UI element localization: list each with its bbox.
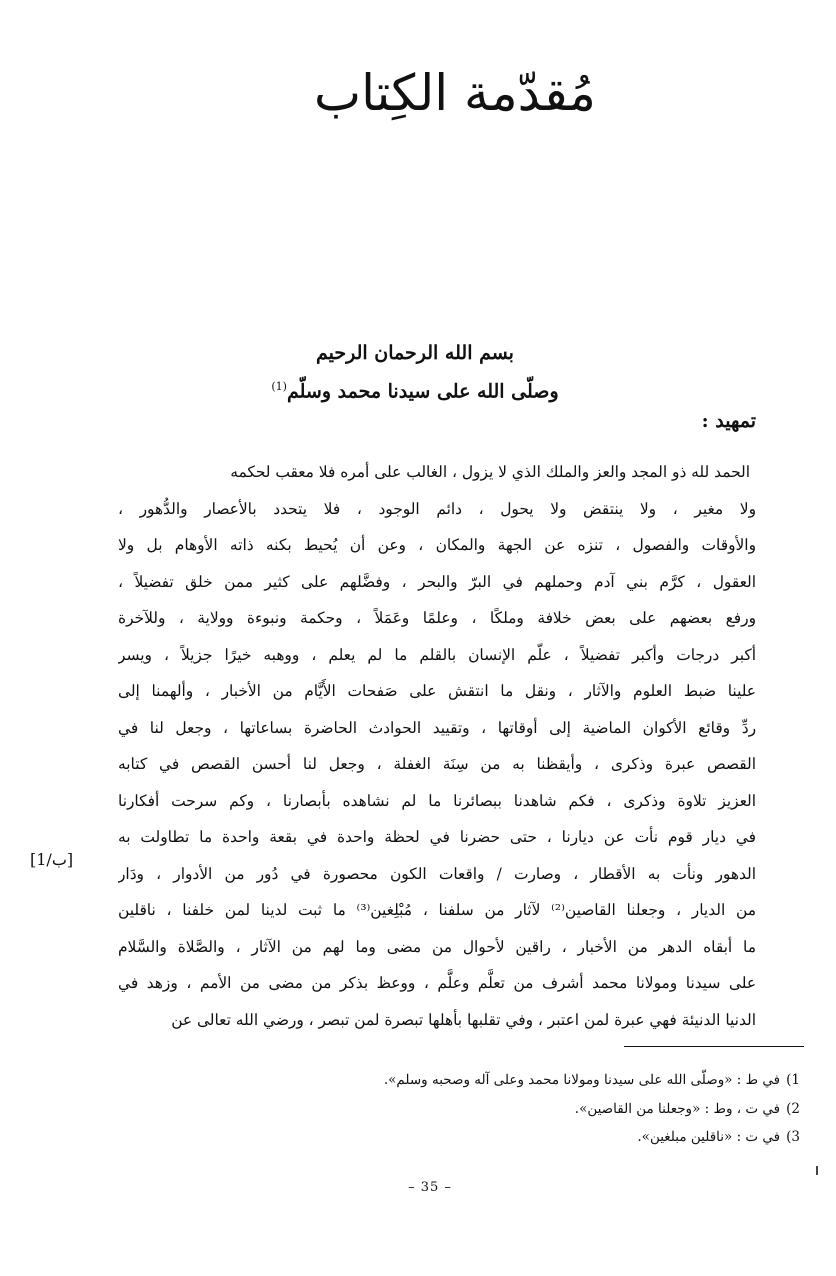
footnote-text: في ت ، وط : «وجعلنا من القاصين». xyxy=(574,1100,781,1117)
salutation-line xyxy=(200,370,630,408)
footnote-number: 1) xyxy=(786,1072,800,1088)
chapter-title: مُقدّمة الكِتاب xyxy=(314,64,596,122)
footnotes xyxy=(300,1066,800,1152)
footnote-divider xyxy=(624,1046,804,1047)
text-line: أكبر درجات وأكبر تفضيلاً ، علّم الإنسان بالقلم ما لم يعلم ، ووهبه خيرًا جزيلاً ، ويسر xyxy=(118,645,756,664)
text-line: على سيدنا ومولانا محمد أشرف من تعلَّم وعلَّم ، ووعظ بذكر من مضى من الأمم ، وزهد في xyxy=(118,974,756,992)
text-line: من الديار ، وجعلنا القاصين⁽²⁾ لآثار من سلفنا ، مُبْلِغين⁽³⁾ ما ثبت لدينا لمن خلفنا ، ناقلين xyxy=(118,901,756,919)
text-line: العقول ، كرَّم بني آدم وحملهم في البرّ والبحر ، وفضَّلهم على كثير ممن خلق تفضيلاً ، xyxy=(118,572,756,591)
footnote-item xyxy=(300,1095,800,1124)
text-line: ردِّ وقائع الأكوان الماضية إلى أوقاتها ، وتقييد الحوادث الحاضرة بساعاتها ، وجعل لنا في xyxy=(118,718,756,737)
text-line: العزيز تلاوة وذكرى ، فكم شاهدنا ببصائرنا ما لم نشاهده بأبصارنا ، وكم سرحت أفكارنا xyxy=(118,791,756,810)
body-paragraph xyxy=(118,454,756,1038)
footnote-marker: (1) xyxy=(271,380,287,393)
manuscript-folio-reference: [1/ب] xyxy=(30,850,74,869)
salutation-text: وصلّى الله على سيدنا محمد وسلّم xyxy=(286,380,559,403)
text-line: الدهور ونأت به الأقطار ، وصارت / واقعات الكون محصورة في دُور من الأدوار ، ودَار xyxy=(118,864,756,883)
footnote-number: 3) xyxy=(786,1129,800,1145)
page-number: – 35 – xyxy=(408,1180,452,1195)
footnote-text: في ت : «ناقلين مبلغين». xyxy=(637,1129,781,1145)
footnote-item xyxy=(300,1123,800,1152)
footnote-text: في ط : «وصلّى الله على سيدنا ومولانا محمد وعلى آله وصحبه وسلم». xyxy=(383,1072,781,1088)
text-line: ورفع بعضهم على بعض خلافة وملكًا ، وعلمًا وعَمَلاً ، وحكمة ونبوءة وولاية ، وللآخرة xyxy=(118,609,756,627)
text-line: علينا ضبط العلوم والآثار ، ونقل ما انتقش على صَفحات الأَيَّام من الأخبار ، وألهمنا إلى xyxy=(118,682,756,700)
scan-mark xyxy=(816,1166,818,1175)
text-line: ما أبقاه الدهر من الأخبار ، راقين لأحوال من مضى وما لهم من الآثار ، والصَّلاة والسَّلام xyxy=(118,937,756,956)
basmala-line: بسم الله الرحمان الرحيم xyxy=(316,342,514,364)
text-line: في ديار قوم نأت عن ديارنا ، حتى حضرنا في لحظة واحدة في بقعة واحدة ما تطاولت به xyxy=(118,828,756,846)
page-number-value: 35 xyxy=(420,1180,440,1195)
section-heading: تمهيد : xyxy=(701,410,756,432)
text-line: القصص عبرة وذكرى ، وأيقظنا به من سِنَة الغفلة ، وجعل لنا أحسن القصص في كتابه xyxy=(118,755,756,773)
text-line: الحمد لله ذو المجد والعز والملك الذي لا يزول ، الغالب على أمره فلا معقب لحكمه xyxy=(230,463,750,481)
footnote-number: 2) xyxy=(786,1100,800,1117)
text-line: والأوقات والفصول ، تنزه عن الجهة والمكان ، وعن أن يُحيط بكنه ذاته الأوهام بل ولا xyxy=(118,536,756,554)
footnote-item xyxy=(300,1066,800,1095)
text-line: الدنيا الدنيئة فهي عبرة لمن اعتبر ، وفي تقلبها بأهلها تبصرة لمن تبصر ، ورضي الله تعالى عن xyxy=(171,1010,756,1029)
basmala-block xyxy=(200,336,630,408)
text-line: ولا مغير ، ولا ينتقض ولا يحول ، دائم الوجود ، فلا يتحدد بالأعصار والدُّهور ، xyxy=(118,499,756,518)
